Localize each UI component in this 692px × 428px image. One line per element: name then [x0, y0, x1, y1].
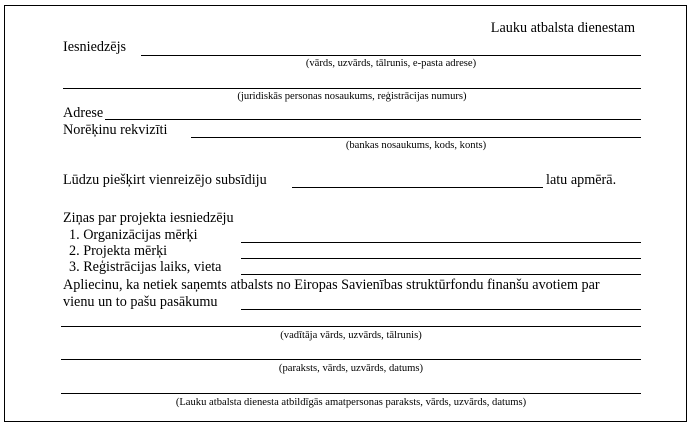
applicant-input-line[interactable] [141, 55, 641, 56]
address-input-line[interactable] [105, 119, 641, 120]
subsidy-amount-input-line[interactable] [292, 187, 543, 188]
manager-signature-caption: (vadītāja vārds, uzvārds, tālrunis) [280, 330, 422, 341]
manager-signature-line[interactable] [61, 326, 641, 327]
subsidy-request-prefix: Lūdzu piešķirt vienreizējo subsīdiju [63, 172, 267, 188]
subsidy-request-suffix: latu apmērā. [546, 172, 617, 188]
project-item-2-label: 2. Projekta mērķi [69, 243, 168, 259]
bank-details-caption: (bankas nosaukums, kods, konts) [345, 140, 487, 151]
project-item-3-label: 3. Reģistrācijas laiks, vieta [69, 259, 222, 275]
declaration-line-2: vienu un to pašu pasākumu [63, 294, 218, 310]
project-item-1-input-line[interactable] [241, 242, 641, 243]
official-signature-caption: (Lauku atbalsta dienesta atbildīgās amatpersonas paraksts, vārds, uzvārds, datums) [175, 397, 527, 408]
applicant-signature-line[interactable] [61, 359, 641, 360]
project-item-1-label: 1. Organizācijas mērķi [69, 227, 198, 243]
applicant-signature-caption: (paraksts, vārds, uzvārds, datums) [278, 363, 424, 374]
applicant-label: Iesniedzējs [63, 39, 127, 55]
project-item-2-input-line[interactable] [241, 258, 641, 259]
legal-entity-caption: (juridiskās personas nosaukums, reģistrācijas numurs) [237, 91, 467, 102]
project-item-3-input-line[interactable] [241, 274, 641, 275]
legal-entity-input-line[interactable] [63, 88, 641, 89]
address-label: Adrese [63, 105, 104, 121]
bank-details-label: Norēķinu rekvizīti [63, 122, 168, 138]
form-border [4, 5, 687, 422]
project-info-heading: Ziņas par projekta iesniedzēju [63, 210, 234, 226]
official-signature-line[interactable] [61, 393, 641, 394]
declaration-line-1: Apliecinu, ka netiek saņemts atbalsts no Eiropas Savienības struktūrfondu finanšu avotiem par [63, 277, 600, 293]
bank-details-input-line[interactable] [191, 137, 641, 138]
applicant-caption: (vārds, uzvārds, tālrunis, e-pasta adrese) [305, 58, 477, 69]
addressee-heading: Lauku atbalsta dienestam [490, 20, 635, 36]
declaration-input-line[interactable] [241, 309, 641, 310]
